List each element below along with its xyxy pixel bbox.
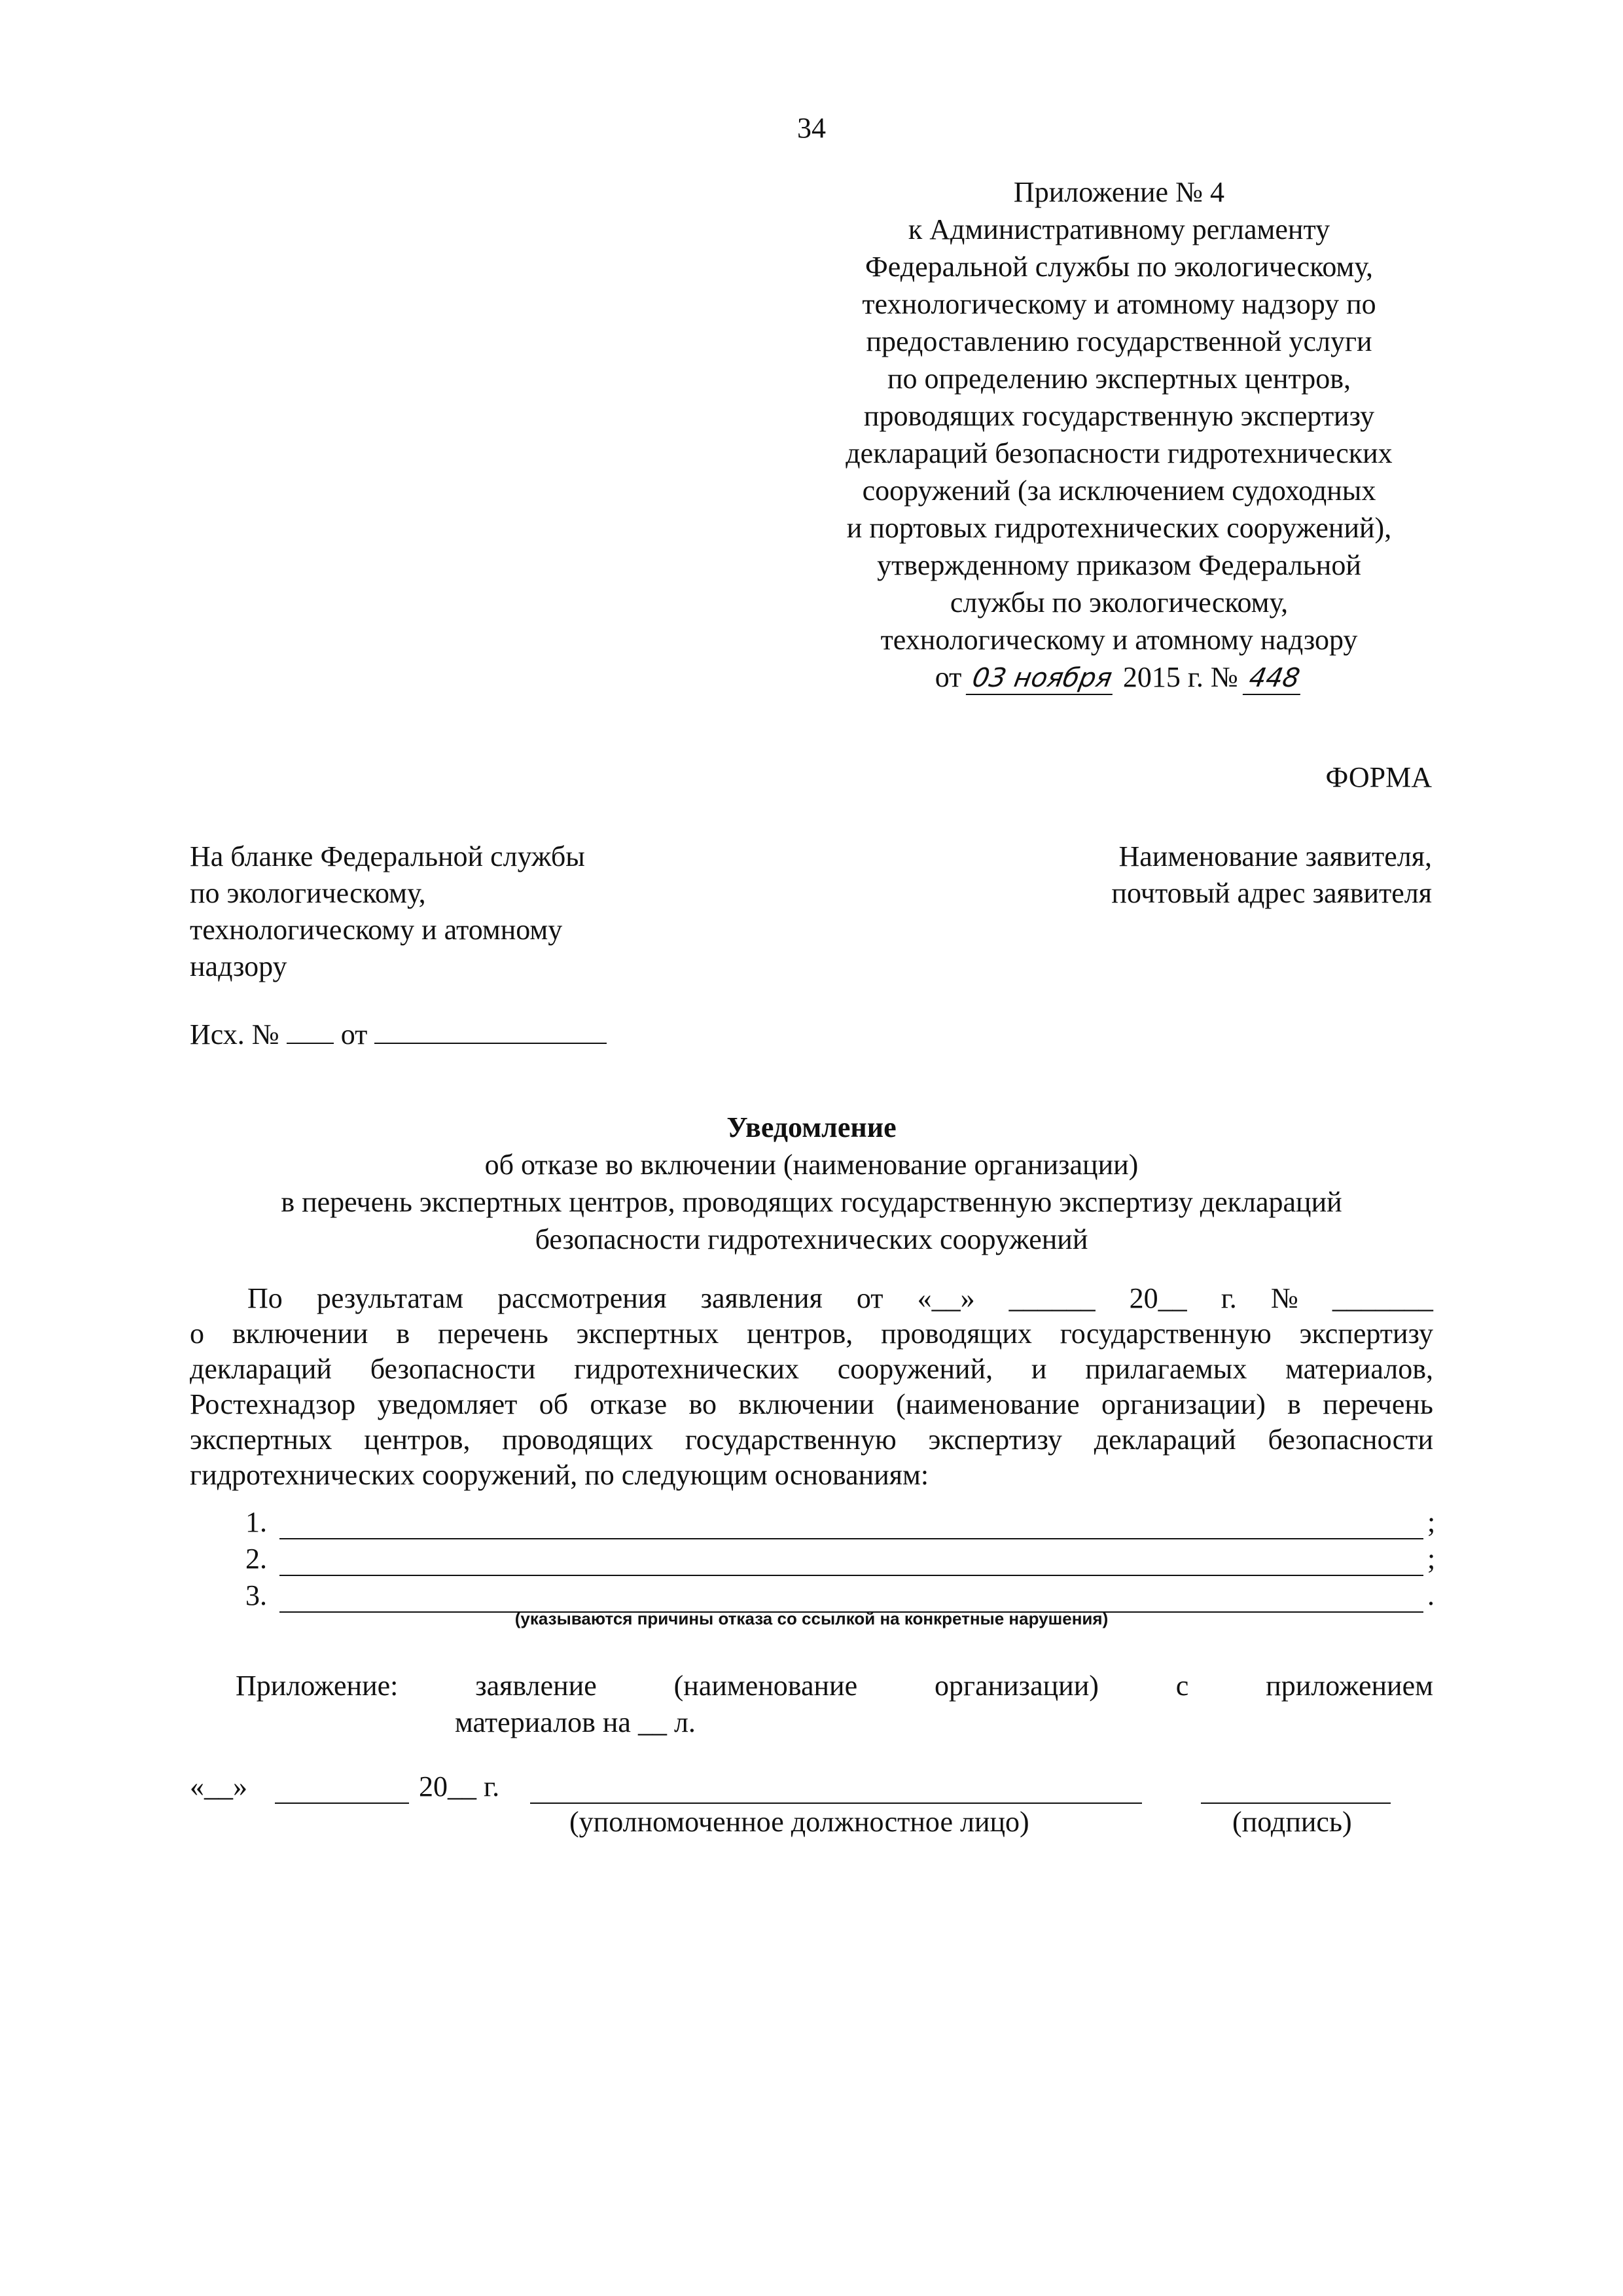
appendix-line: проводящих государственную экспертизу: [863, 400, 1375, 432]
reason-row: [245, 1576, 1436, 1613]
appendix-line: утвержденному приказом Федеральной: [877, 549, 1361, 581]
body-word: №: [1270, 1282, 1298, 1314]
reason-punct: ;: [1427, 1506, 1436, 1539]
reasons-list: [245, 1503, 1436, 1613]
appendix-line: предоставлению государственной услуги: [866, 325, 1372, 357]
attachment-label: Приложение:: [236, 1670, 399, 1702]
date-year: 2015 г. №: [1122, 661, 1238, 693]
reason-number: 1.: [245, 1506, 267, 1539]
attachment-line: [236, 1669, 1433, 1706]
page-number: 34: [797, 112, 826, 144]
body-word: 20__: [1129, 1282, 1187, 1314]
appendix-block: [779, 175, 1459, 698]
appendix-date-line: [779, 660, 1459, 698]
handwritten-order-number: 448: [1243, 663, 1306, 695]
body-line: гидротехнических сооружений, по следующим основаниям:: [190, 1459, 929, 1491]
letterhead-line: по экологическому,: [190, 877, 426, 909]
outgoing-number: [190, 1016, 607, 1052]
attachment-word: приложением: [1266, 1670, 1433, 1702]
attachment-word: заявление: [475, 1670, 597, 1702]
appendix-line: технологическому и атомному надзору: [880, 624, 1358, 656]
body-word: г.: [1221, 1282, 1237, 1314]
reason-blank: [279, 1549, 1423, 1576]
body-word: результатам: [316, 1282, 464, 1314]
body-word: рассмотрения: [497, 1282, 667, 1314]
outgoing-number-blank: [287, 1016, 334, 1044]
reason-number: 3.: [245, 1579, 267, 1612]
reason-blank: [279, 1512, 1423, 1539]
appendix-line: технологическому и атомному надзору по: [862, 288, 1376, 320]
letterhead-line: технологическому и атомному: [190, 914, 563, 946]
body-word: ______: [1008, 1282, 1096, 1314]
date-prefix: от: [935, 661, 962, 693]
attachment-block: [236, 1669, 1433, 1742]
attachment-line-2: материалов на __ л.: [455, 1706, 696, 1738]
outgoing-from-label: от: [340, 1018, 368, 1050]
appendix-line: деклараций безопасности гидротехнических: [846, 437, 1393, 469]
notice-subtitle-line: об отказе во включении (наименование организации): [484, 1149, 1139, 1181]
handwritten-date: 03 ноября: [966, 663, 1118, 695]
signature-month-blank: [275, 1776, 409, 1804]
reason-punct: ;: [1427, 1543, 1436, 1575]
appendix-line: Федеральной службы по экологическому,: [865, 251, 1373, 283]
letterhead-block: [190, 840, 687, 986]
body-line: Ростехнадзор уведомляет об отказе во включении (наименование организации) в перечень: [190, 1388, 1433, 1420]
reasons-note: (указываются причины отказа со ссылкой на конкретные нарушения): [514, 1609, 1109, 1628]
body-word: _______: [1332, 1282, 1433, 1314]
outgoing-label: Исх. №: [190, 1018, 279, 1050]
signature-blank: [1201, 1776, 1391, 1804]
notice-subtitle-line: безопасности гидротехнических сооружений: [535, 1223, 1088, 1255]
reason-punct: .: [1427, 1579, 1435, 1612]
attachment-word: организации): [935, 1670, 1099, 1702]
appendix-line: к Административному регламенту: [908, 213, 1330, 245]
letterhead-line: надзору: [190, 950, 287, 982]
recipient-line: почтовый адрес заявителя: [1111, 877, 1432, 909]
appendix-line: Приложение № 4: [1013, 176, 1225, 208]
signature-row: [190, 1767, 1433, 1804]
body-line: экспертных центров, проводящих государственную экспертизу деклараций безопасности: [190, 1424, 1433, 1456]
official-blank: [530, 1776, 1142, 1804]
body-word: По: [247, 1282, 283, 1314]
letterhead-line: На бланке Федеральной службы: [190, 840, 585, 872]
recipient-block: [974, 840, 1432, 913]
recipient-line: Наименование заявителя,: [1118, 840, 1432, 872]
official-caption: (уполномоченное должностное лицо): [569, 1806, 1029, 1838]
signature-caption: (подпись): [1232, 1806, 1352, 1838]
body-word: от: [856, 1282, 883, 1314]
notice-subtitle-line: в перечень экспертных центров, проводящих государственную экспертизу деклараций: [281, 1186, 1342, 1218]
body-line: деклараций безопасности гидротехнических сооружений, и прилагаемых материалов,: [190, 1353, 1433, 1385]
attachment-word: (наименование: [673, 1670, 858, 1702]
notice-heading: Уведомление: [726, 1111, 897, 1143]
form-label: ФОРМА: [1325, 761, 1432, 793]
body-word: «__»: [917, 1282, 975, 1314]
body-first-line: [190, 1282, 1433, 1317]
appendix-line: и портовых гидротехнических сооружений),: [846, 512, 1392, 544]
notice-title: [190, 1111, 1433, 1260]
appendix-line: по определению экспертных центров,: [887, 363, 1351, 395]
body-word: заявления: [700, 1282, 823, 1314]
appendix-line: службы по экологическому,: [950, 586, 1289, 619]
attachment-word: с: [1175, 1670, 1189, 1702]
reason-row: [245, 1539, 1436, 1576]
body-paragraph: [190, 1282, 1433, 1494]
outgoing-date-blank: [374, 1016, 607, 1044]
reason-number: 2.: [245, 1543, 267, 1575]
reason-row: [245, 1503, 1436, 1539]
signature-date-open: «__»: [190, 1770, 247, 1803]
body-line: о включении в перечень экспертных центров, проводящих государственную экспертизу: [190, 1318, 1433, 1350]
appendix-line: сооружений (за исключением судоходных: [862, 475, 1376, 507]
signature-year: 20__ г.: [419, 1770, 500, 1803]
